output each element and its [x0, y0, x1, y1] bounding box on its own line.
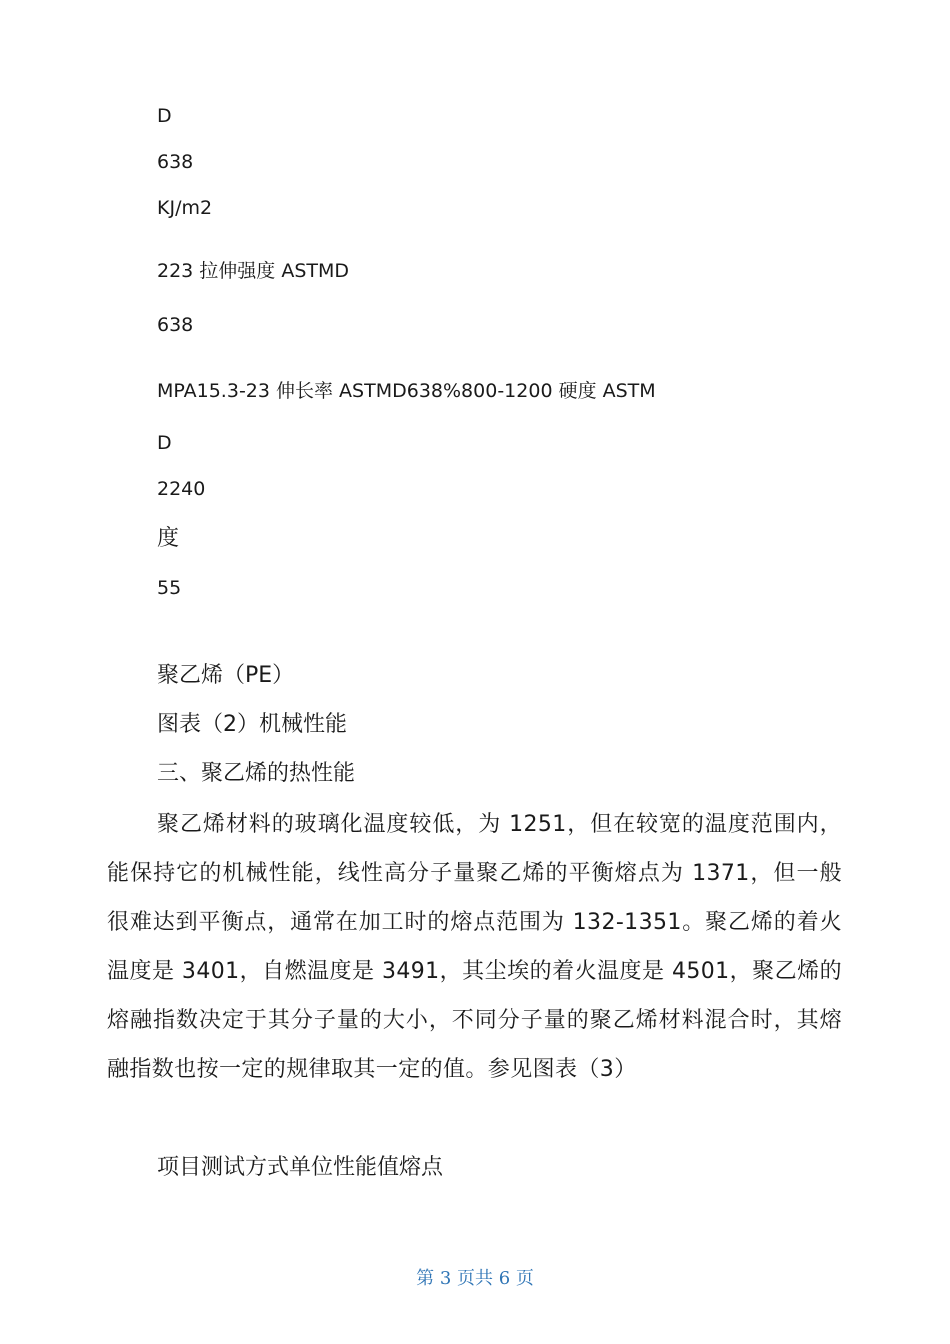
material-heading: 聚乙烯（PE） [157, 663, 295, 688]
spec-line-6: MPA15.3-23 伸长率 ASTMD638%800-1200 硬度 ASTM [157, 380, 656, 402]
table-header-line: 项目测试方式单位性能值熔点 [157, 1155, 444, 1180]
spec-line-4: 223 拉伸强度 ASTMD [157, 260, 350, 282]
spec-line-8: 2240 [157, 478, 206, 500]
figure-caption: 图表（2）机械性能 [157, 712, 347, 737]
spec-line-5: 638 [157, 314, 194, 336]
spec-line-2: 638 [157, 151, 194, 173]
page-footer: 第 3 页共 6 页 [416, 1268, 534, 1289]
section-heading: 三、聚乙烯的热性能 [157, 761, 356, 786]
spec-line-3: KJ/m2 [157, 197, 213, 219]
spec-line-10: 55 [157, 577, 182, 599]
spec-line-7: D [157, 432, 172, 454]
spec-line-1: D [157, 105, 172, 127]
spec-line-9: 度 [157, 526, 180, 551]
thermal-paragraph: 聚乙烯材料的玻璃化温度较低，为 1251，但在较宽的温度范围内，能保持它的机械性能，线性高分子量聚乙烯的平衡熔点为 1371，但一般很难达到平衡点，通常在加工时的熔点范围为 132-1351。聚乙烯的着火温度是 3401，自燃温度是 3491，其尘埃的着火温度是 4501，聚乙烯的熔融指数决定于其分子量的大小，不同分子量的聚乙烯材料混合时，其熔融指数也按一定的规律取其一定的值。参见图表（3） [107, 812, 842, 1082]
